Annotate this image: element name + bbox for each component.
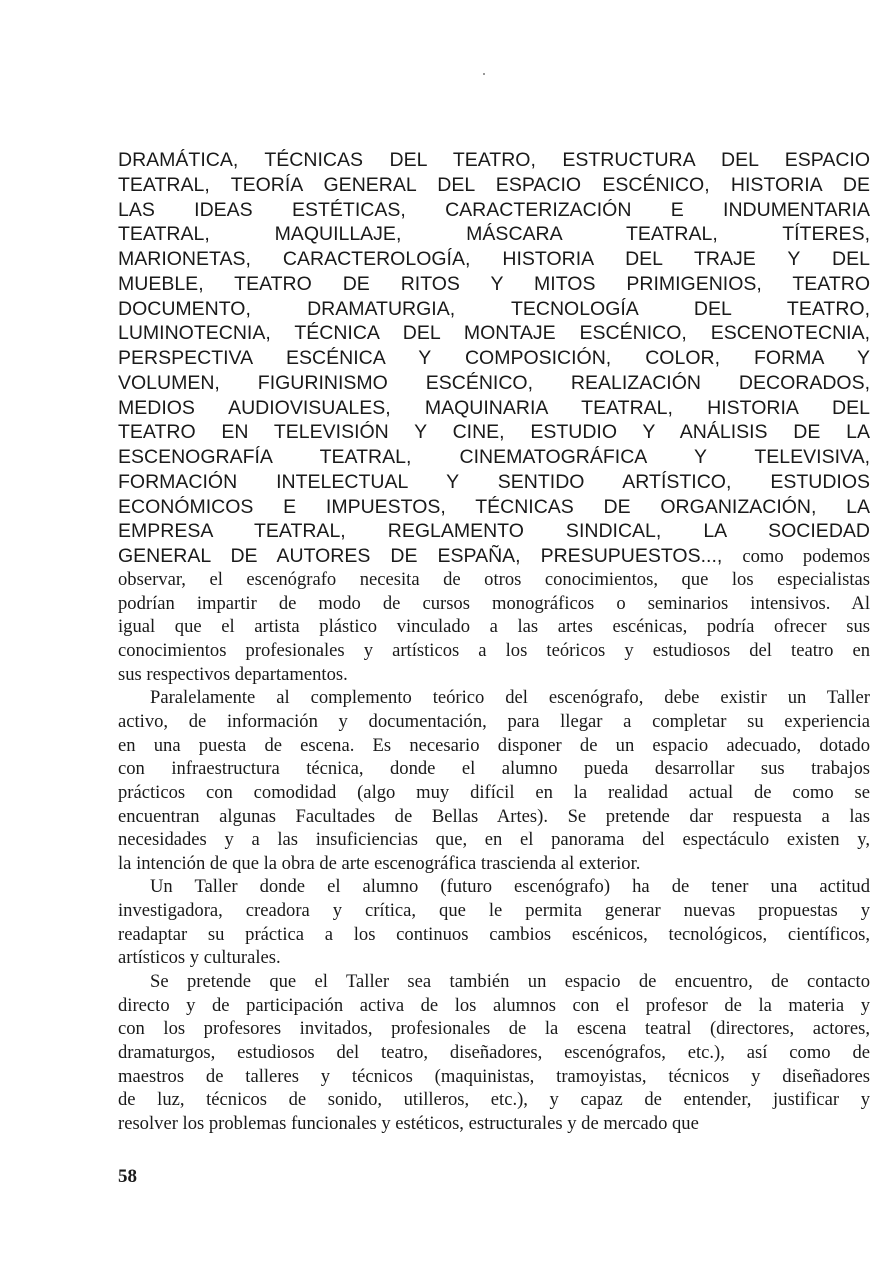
body-text-line: conocimientos profesionales y artísticos a los teóricos y estudiosos del teatro en	[118, 639, 870, 661]
caps-text-line: PERSPECTIVA ESCÉNICA Y COMPOSICIÓN, COLOR, FORMA Y	[118, 347, 870, 369]
body-text-line: investigadora, creadora y crítica, que le permita generar nuevas propuestas y	[118, 900, 870, 922]
caps-text-line: DRAMÁTICA, TÉCNICAS DEL TEATRO, ESTRUCTURA DEL ESPACIO	[118, 149, 870, 171]
body-text-line: necesidades y a las insuficiencias que, en el panorama del espectáculo existen y,	[118, 829, 870, 851]
body-text-line: Un Taller donde el alumno (futuro escenógrafo) ha de tener una actitud	[150, 876, 870, 898]
body-text-line: maestros de talleres y técnicos (maquinistas, tramoyistas, técnicos y diseñadores	[118, 1065, 870, 1087]
caps-text-line: MEDIOS AUDIOVISUALES, MAQUINARIA TEATRAL, HISTORIA DEL	[118, 396, 870, 419]
body-text-segment: como podemos	[742, 546, 870, 567]
caps-text-line: FORMACIÓN INTELECTUAL Y SENTIDO ARTÍSTICO, ESTUDIOS	[118, 470, 870, 493]
body-text-line: resolver los problemas funcionales y estéticos, estructurales y de mercado que	[118, 1112, 699, 1134]
body-text-line: readaptar su práctica a los continuos cambios escénicos, tecnológicos, científicos,	[118, 923, 870, 945]
caps-text-line: ECONÓMICOS E IMPUESTOS, TÉCNICAS DE ORGANIZACIÓN, LA	[118, 495, 870, 518]
body-text-line: de luz, técnicos de sonido, utilleros, etc.), y capaz de entender, justificar y	[118, 1089, 870, 1111]
body-text-line: sus respectivos departamentos.	[118, 663, 348, 685]
scan-speck	[483, 73, 485, 75]
body-text-line: prácticos con comodidad (algo muy difícil en la realidad actual de como se	[118, 781, 870, 803]
caps-text-line: MARIONETAS, CARACTEROLOGÍA, HISTORIA DEL TRAJE Y DEL	[118, 248, 870, 270]
caps-text-line: VOLUMEN, FIGURINISMO ESCÉNICO, REALIZACIÓN DECORADOS,	[118, 371, 870, 394]
caps-text-line: DOCUMENTO, DRAMATURGIA, TECNOLOGÍA DEL TEATRO,	[118, 297, 870, 320]
body-text-line: Se pretende que el Taller sea también un espacio de encuentro, de contacto	[150, 971, 870, 993]
body-text-line: en una puesta de escena. Es necesario disponer de un espacio adecuado, dotado	[118, 734, 870, 756]
caps-text-line: LAS IDEAS ESTÉTICAS, CARACTERIZACIÓN E INDUMENTARIA	[118, 198, 870, 221]
caps-text-line: TEATRO EN TELEVISIÓN Y CINE, ESTUDIO Y ANÁLISIS DE LA	[118, 421, 870, 444]
caps-text-line: EMPRESA TEATRAL, REGLAMENTO SINDICAL, LA SOCIEDAD	[118, 520, 870, 543]
body-text-line: artísticos y culturales.	[118, 947, 281, 969]
body-text-line: podrían impartir de modo de cursos monográficos o seminarios intensivos. Al	[118, 592, 870, 614]
caps-text-line: LUMINOTECNIA, TÉCNICA DEL MONTAJE ESCÉNICO, ESCENOTECNIA,	[118, 322, 870, 345]
page-number: 58	[118, 1166, 137, 1187]
body-text-line: directo y de participación activa de los alumnos con el profesor de la materia y	[118, 994, 870, 1016]
body-text-line: observar, el escenógrafo necesita de otros conocimientos, que los especialistas	[118, 569, 870, 590]
caps-text-line: TEATRAL, MAQUILLAJE, MÁSCARA TEATRAL, TÍTERES,	[118, 223, 870, 246]
caps-text-line: MUEBLE, TEATRO DE RITOS Y MITOS PRIMIGENIOS, TEATRO	[118, 272, 870, 295]
body-text-line: la intención de que la obra de arte escenográfica trascienda al exterior.	[118, 852, 641, 874]
body-text-line: activo, de información y documentación, para llegar a completar su experiencia	[118, 710, 870, 732]
mixed-text-line	[118, 544, 870, 568]
caps-text-line: TEATRAL, TEORÍA GENERAL DEL ESPACIO ESCÉNICO, HISTORIA DE	[118, 173, 870, 196]
caps-text-line: ESCENOGRAFÍA TEATRAL, CINEMATOGRÁFICA Y TELEVISIVA,	[118, 446, 870, 468]
body-text-line: igual que el artista plástico vinculado a las artes escénicas, podría ofrecer sus	[118, 616, 870, 638]
body-text-line: encuentran algunas Facultades de Bellas Artes). Se pretende dar respuesta a las	[118, 805, 870, 827]
body-text-line: Paralelamente al complemento teórico del escenógrafo, debe existir un Taller	[150, 687, 870, 709]
body-text-line: con los profesores invitados, profesionales de la escena teatral (directores, actores,	[118, 1018, 870, 1040]
body-text-line: dramaturgos, estudiosos del teatro, diseñadores, escenógrafos, etc.), así como de	[118, 1042, 870, 1063]
body-text-line: con infraestructura técnica, donde el alumno pueda desarrollar sus trabajos	[118, 758, 870, 780]
caps-text-segment: GENERAL DE AUTORES DE ESPAÑA, PRESUPUESTOS...,	[118, 545, 723, 567]
